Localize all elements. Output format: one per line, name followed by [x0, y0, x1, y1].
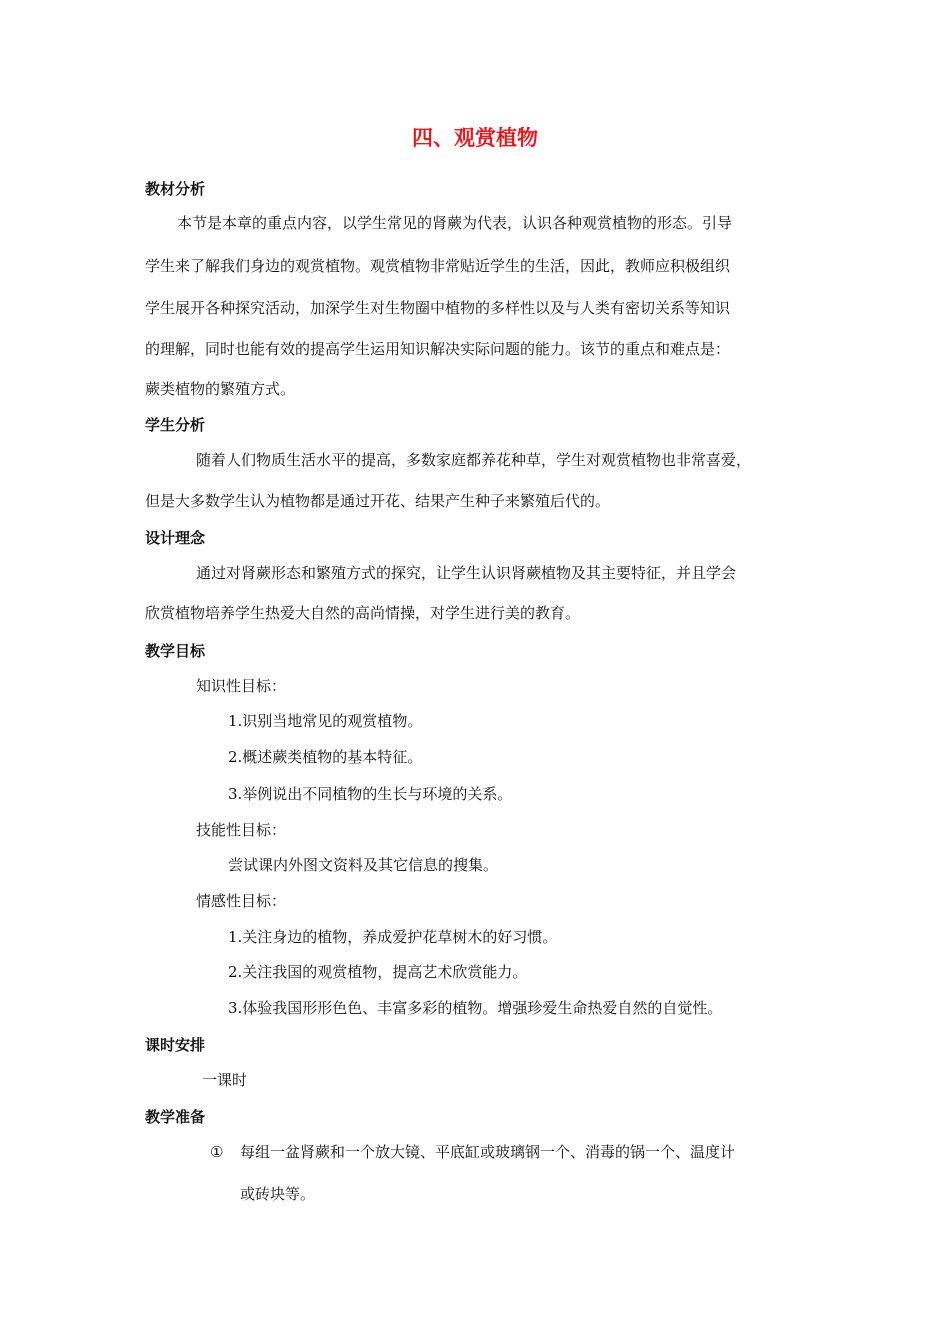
knowledge-goals-label: 知识性目标：	[196, 677, 287, 695]
paragraph-line: 欣赏植物培养学生热爱大自然的高尚情操，对学生进行美的教育。	[145, 604, 581, 622]
paragraph-line: 的理解，同时也能有效的提高学生运用知识解决实际问题的能力。该节的重点和难点是：	[145, 340, 731, 358]
heading-student-analysis: 学生分析	[145, 416, 206, 434]
emotion-goals-label: 情感性目标：	[196, 892, 287, 910]
heading-teaching-goals: 教学目标	[145, 642, 206, 660]
paragraph-line: 本节是本章的重点内容，以学生常见的肾蕨为代表，认识各种观赏植物的形态。引导	[177, 214, 733, 232]
paragraph-line: 但是大多数学生认为植物都是通过开花、结果产生种子来繁殖后代的。	[145, 492, 611, 510]
heading-design-concept: 设计理念	[145, 529, 206, 547]
list-item: 1.关注身边的植物，养成爱护花草树木的好习惯。	[228, 928, 558, 946]
paragraph-line: 学生来了解我们身边的观赏植物。观赏植物非常贴近学生的生活，因此，教师应积极组织	[145, 257, 731, 275]
list-item: 3.举例说出不同植物的生长与环境的关系。	[228, 785, 513, 803]
heading-textbook-analysis: 教材分析	[145, 180, 206, 198]
skill-goal-text: 尝试课内外图文资料及其它信息的搜集。	[228, 856, 499, 874]
paragraph-line: 蕨类植物的繁殖方式。	[145, 380, 296, 398]
list-item: 2.关注我国的观赏植物，提高艺术欣赏能力。	[228, 963, 528, 981]
list-item: 2.概述蕨类植物的基本特征。	[228, 748, 423, 766]
schedule-text: 一课时	[202, 1071, 248, 1089]
page-title: 四、观赏植物	[412, 126, 538, 150]
paragraph-line: 每组一盆肾蕨和一个放大镜、平底缸或玻璃钢一个、消毒的锅一个、温度计	[240, 1143, 736, 1161]
paragraph-line: 随着人们物质生活水平的提高，多数家庭都养花种草，学生对观赏植物也非常喜爱，	[196, 451, 752, 469]
list-item: 1.识别当地常见的观赏植物。	[228, 712, 423, 730]
heading-preparation: 教学准备	[145, 1108, 206, 1126]
list-item: 3.体验我国形形色色、丰富多彩的植物。增强珍爱生命热爱自然的自觉性。	[228, 999, 723, 1017]
paragraph-line: 学生展开各种探究活动，加深学生对生物圈中植物的多样性以及与人类有密切关系等知识	[145, 299, 731, 317]
paragraph-line: 或砖块等。	[240, 1185, 316, 1203]
heading-schedule: 课时安排	[145, 1036, 206, 1054]
paragraph-line: 通过对肾蕨形态和繁殖方式的探究，让学生认识肾蕨植物及其主要特征，并且学会	[196, 564, 737, 582]
skill-goals-label: 技能性目标：	[196, 821, 287, 839]
list-marker: ①	[210, 1143, 224, 1161]
